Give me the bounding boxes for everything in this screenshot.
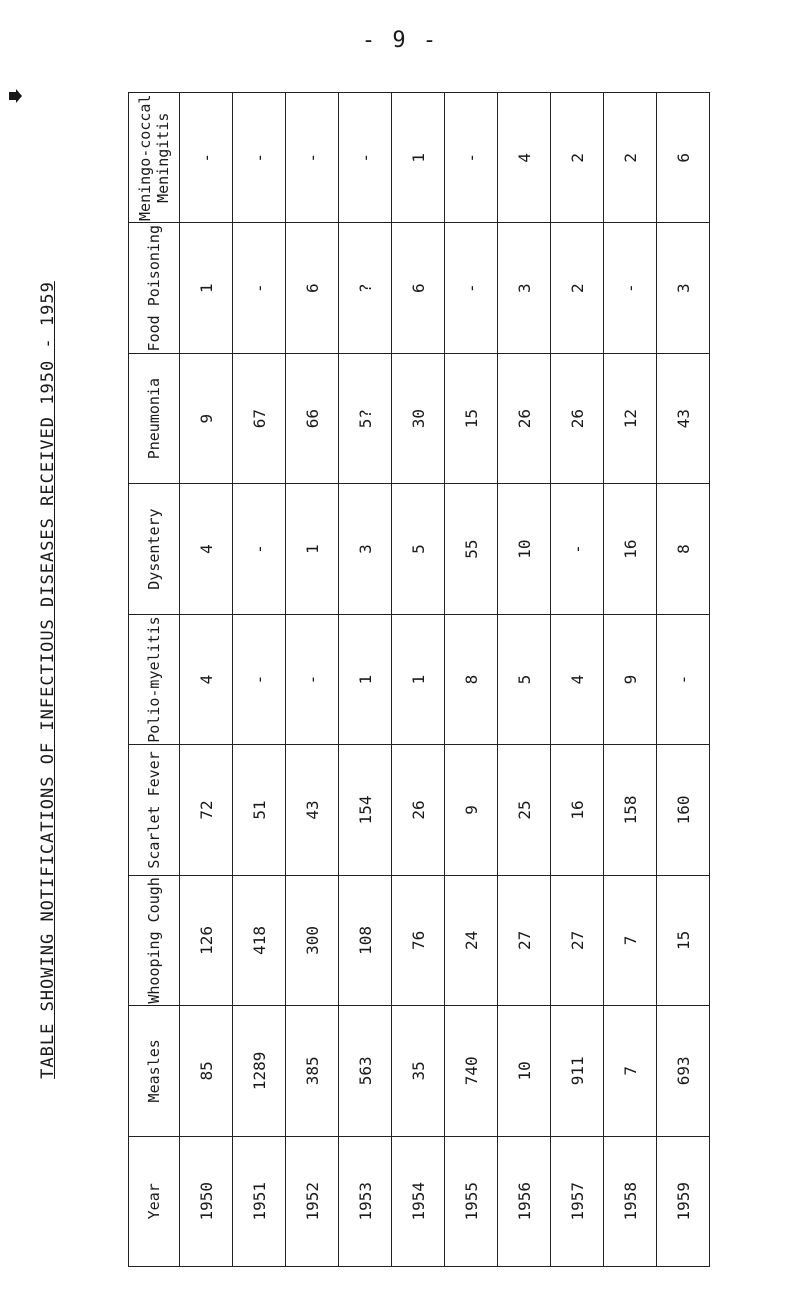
year-cell: 1951: [233, 1136, 286, 1266]
count-cell: 16: [604, 484, 657, 614]
count-cell: 1: [286, 484, 339, 614]
year-cell: 1959: [657, 1136, 710, 1266]
count-cell: 5: [498, 614, 551, 744]
column-header: Measles: [129, 1006, 180, 1136]
count-cell: 6: [657, 93, 710, 224]
count-cell: 9: [604, 614, 657, 744]
year-cell: 1956: [498, 1136, 551, 1266]
count-cell: -: [233, 93, 286, 224]
count-cell: 2: [551, 93, 604, 224]
column-header: Pneumonia: [129, 353, 180, 483]
column-header: Whooping Cough: [129, 875, 180, 1005]
table-row: [233, 93, 286, 1267]
count-cell: 154: [339, 745, 392, 875]
count-cell: 6: [286, 223, 339, 353]
count-cell: 2: [551, 223, 604, 353]
diseases-table: [128, 92, 710, 1267]
table-title: TABLE SHOWING NOTIFICATIONS OF INFECTIOUS DISEASES RECEIVED 1950 - 1959: [38, 281, 58, 1079]
count-cell: 693: [657, 1006, 710, 1136]
count-cell: 563: [339, 1006, 392, 1136]
count-cell: 12: [604, 353, 657, 483]
count-cell: -: [445, 93, 498, 224]
count-cell: 72: [180, 745, 233, 875]
count-cell: -: [286, 614, 339, 744]
count-cell: 1: [180, 223, 233, 353]
table-wrapper: [128, 92, 693, 1267]
count-cell: 1: [339, 614, 392, 744]
count-cell: 160: [657, 745, 710, 875]
year-cell: 1950: [180, 1136, 233, 1266]
count-cell: 43: [286, 745, 339, 875]
count-cell: 7: [604, 875, 657, 1005]
count-cell: 1289: [233, 1006, 286, 1136]
table-row: [604, 93, 657, 1267]
count-cell: 126: [180, 875, 233, 1005]
count-cell: 10: [498, 1006, 551, 1136]
count-cell: 9: [180, 353, 233, 483]
count-cell: 9: [445, 745, 498, 875]
count-cell: 3: [498, 223, 551, 353]
count-cell: 43: [657, 353, 710, 483]
count-cell: 158: [604, 745, 657, 875]
column-header: Food Poisoning: [129, 223, 180, 353]
count-cell: 30: [392, 353, 445, 483]
count-cell: 67: [233, 353, 286, 483]
count-cell: 27: [551, 875, 604, 1005]
count-cell: 3: [657, 223, 710, 353]
count-cell: -: [657, 614, 710, 744]
table-row: [392, 93, 445, 1267]
count-cell: 26: [551, 353, 604, 483]
arrow-icon: [7, 88, 23, 104]
count-cell: 6: [392, 223, 445, 353]
year-cell: 1952: [286, 1136, 339, 1266]
table-row: [551, 93, 604, 1267]
count-cell: 55: [445, 484, 498, 614]
table-row: [339, 93, 392, 1267]
count-cell: 5: [392, 484, 445, 614]
count-cell: 16: [551, 745, 604, 875]
year-cell: 1958: [604, 1136, 657, 1266]
count-cell: 27: [498, 875, 551, 1005]
count-cell: 8: [445, 614, 498, 744]
year-cell: 1954: [392, 1136, 445, 1266]
count-cell: 4: [551, 614, 604, 744]
table-row: [286, 93, 339, 1267]
count-cell: 1: [392, 614, 445, 744]
count-cell: 26: [498, 353, 551, 483]
count-cell: 740: [445, 1006, 498, 1136]
count-cell: 4: [180, 484, 233, 614]
count-cell: 300: [286, 875, 339, 1005]
count-cell: -: [233, 223, 286, 353]
table-row: [498, 93, 551, 1267]
count-cell: 7: [604, 1006, 657, 1136]
count-cell: 85: [180, 1006, 233, 1136]
table-body: [180, 93, 710, 1267]
year-cell: 1957: [551, 1136, 604, 1266]
count-cell: 35: [392, 1006, 445, 1136]
count-cell: 15: [657, 875, 710, 1005]
count-cell: 15: [445, 353, 498, 483]
count-cell: -: [604, 223, 657, 353]
count-cell: ?: [339, 223, 392, 353]
table-row: [180, 93, 233, 1267]
count-cell: 911: [551, 1006, 604, 1136]
count-cell: 385: [286, 1006, 339, 1136]
column-header: Scarlet Fever: [129, 745, 180, 875]
count-cell: -: [339, 93, 392, 224]
column-header: Year: [129, 1136, 180, 1266]
year-cell: 1953: [339, 1136, 392, 1266]
count-cell: 66: [286, 353, 339, 483]
year-cell: 1955: [445, 1136, 498, 1266]
count-cell: 4: [180, 614, 233, 744]
column-header: Dysentery: [129, 484, 180, 614]
table-row: [445, 93, 498, 1267]
count-cell: -: [445, 223, 498, 353]
count-cell: 418: [233, 875, 286, 1005]
table-header: [129, 93, 180, 1267]
count-cell: -: [233, 484, 286, 614]
count-cell: -: [551, 484, 604, 614]
count-cell: 76: [392, 875, 445, 1005]
count-cell: -: [233, 614, 286, 744]
count-cell: 1: [392, 93, 445, 224]
count-cell: -: [180, 93, 233, 224]
count-cell: 4: [498, 93, 551, 224]
count-cell: 108: [339, 875, 392, 1005]
column-header: Meningo-coccal Meningitis: [129, 93, 180, 224]
count-cell: 2: [604, 93, 657, 224]
count-cell: 25: [498, 745, 551, 875]
count-cell: 51: [233, 745, 286, 875]
table-row: [657, 93, 710, 1267]
count-cell: 8: [657, 484, 710, 614]
count-cell: 5?: [339, 353, 392, 483]
count-cell: -: [286, 93, 339, 224]
page-number: - 9 -: [361, 28, 439, 53]
count-cell: 26: [392, 745, 445, 875]
column-header: Polio-myelitis: [129, 614, 180, 744]
count-cell: 10: [498, 484, 551, 614]
count-cell: 3: [339, 484, 392, 614]
count-cell: 24: [445, 875, 498, 1005]
